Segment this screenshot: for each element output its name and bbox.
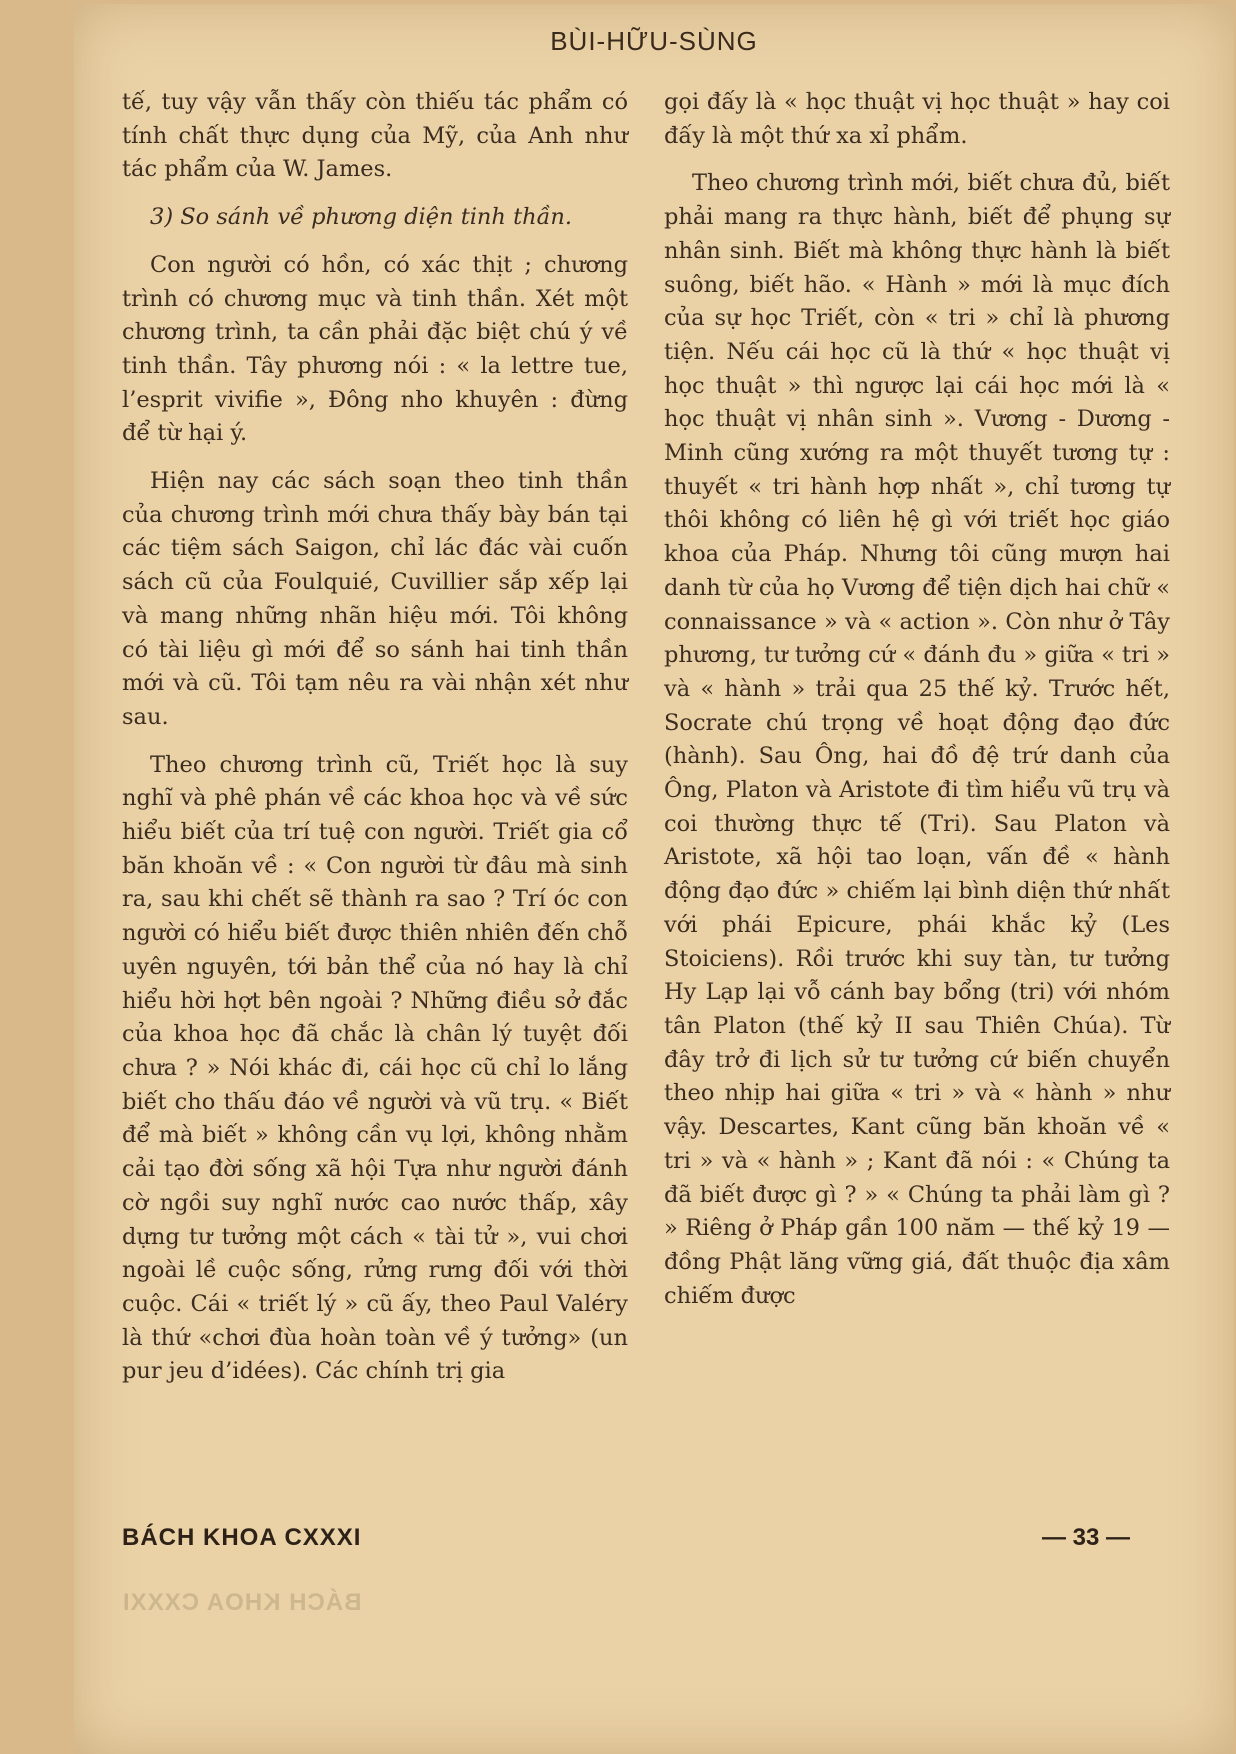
paragraph: Theo chương trình cũ, Triết học là suy nghĩ và phê phán về các khoa học và về sức hiểu biết của trí tuệ con người. Triết gia cổ băn khoăn về : « Con người từ đâu mà sinh ra, sau khi chết sẽ thành ra sao ? Trí óc con người có hiểu biết được thiên nhiên đến chỗ uyên nguyên, tới bản thể của nó hay là chỉ hiểu hời hợt bên ngoài ? Những điều sở đắc của khoa học đã chắc là chân lý tuyệt đối chưa ? » Nói khác đi, cái học cũ chỉ lo lắng biết cho thấu đáo về người và vũ trụ. « Biết để mà biết » không cần vụ lợi, không nhằm cải tạo đời sống xã hội Tựa như người đánh cờ ngồi suy nghĩ nước cao nước thấp, xây dựng tư tưởng một cách « tài tử », vui chơi ngoài lề cuộc sống, rửng rưng đối với thời cuộc. Cái « triết lý » cũ ấy, theo Paul Valéry là thứ «chơi đùa hoàn toàn về ý tưởng» (un pur jeu d’idées). Các chính trị gia <box>122 751 628 1385</box>
paragraph: tế, tuy vậy vẫn thấy còn thiếu tác phẩm có tính chất thực dụng của Mỹ, của Anh như tác phẩm của W. James. <box>122 89 628 183</box>
section-heading: 3) So sánh về phương diện tinh thần. <box>150 204 573 231</box>
magazine-name: BÁCH KHOA CXXXI <box>122 1524 362 1551</box>
paragraph: Con người có hồn, có xác thịt ; chương trình có chương mục và tinh thần. Xét một chương trình, ta cần phải đặc biệt chú ý về tinh thần. Tây phương nói : « la lettre tue, l’esprit vivifie », Đông nho khuyên : đừng để từ hại ý. <box>122 251 628 447</box>
left-column <box>122 86 628 1403</box>
paragraph: Hiện nay các sách soạn theo tinh thần của chương trình mới chưa thấy bày bán tại các tiệm sách Saigon, chỉ lác đác vài cuốn sách cũ của Foulquié, Cuvillier sắp xếp lại và mang những nhãn hiệu mới. Tôi không có tài liệu gì mới để so sánh hai tinh thần mới và cũ. Tôi tạm nêu ra vài nhận xét như sau. <box>122 468 628 730</box>
right-column <box>664 86 1170 1327</box>
paragraph: Theo chương trình mới, biết chưa đủ, biết phải mang ra thực hành, biết để phụng sự nhân sinh. Biết mà không thực hành là biết suông, biết hão. « Hành » mới là mục đích của sự học Triết, còn « tri » chỉ là phương tiện. Nếu cái học cũ là thứ « học thuật vị học thuật » thì ngược lại cái học mới là « học thuật vị nhân sinh ». Vương - Dương - Minh cũng xướng ra một thuyết tương tự : thuyết « tri hành hợp nhất », chỉ tương tự thôi không có liên hệ gì với triết học giáo khoa của Pháp. Nhưng tôi cũng mượn hai danh từ của họ Vương để tiện dịch hai chữ « connaissance » và « action ». Còn như ở Tây phương, tư tưởng cứ « đánh đu » giữa « tri » và « hành » trải qua 25 thế kỷ. Trước hết, Socrate chú trọng về hoạt động đạo đức (hành). Sau Ông, hai đồ đệ trứ danh của Ông, Platon và Aristote đi tìm hiểu vũ trụ và coi thường thực tế (Tri). Sau Platon và Aristote, xã hội tao loạn, vấn đề « hành động đạo đức » chiếm lại bình diện thứ nhất với phái Epicure, phái khắc kỷ (Les Stoiciens). Rồi trước khi suy tàn, tư tưởng Hy Lạp lại vỗ cánh bay bổng (tri) với nhóm tân Platon (thế kỷ II sau Thiên Chúa). Từ đây trở đi lịch sử tư tưởng cứ biến chuyển theo nhịp hai giữa « tri » và « hành » như vậy. Descartes, Kant cũng băn khoăn về « tri » và « hành » ; Kant đã nói : « Chúng ta đã biết được gì ? » « Chúng ta phải làm gì ? » Riêng ở Pháp gần 100 năm — thế kỷ 19 — đồng Phật lăng vững giá, đất thuộc địa xâm chiếm được <box>664 170 1170 1309</box>
paragraph: gọi đấy là « học thuật vị học thuật » hay coi đấy là một thứ xa xỉ phẩm. <box>664 89 1170 149</box>
page-number: — 33 — <box>1042 1524 1131 1551</box>
bleed-through-text: BÁCH KHOA CXXXI <box>122 1589 362 1616</box>
running-head: BÙI-HỮU-SÙNG <box>550 26 758 56</box>
page-sheet <box>74 4 1234 1754</box>
